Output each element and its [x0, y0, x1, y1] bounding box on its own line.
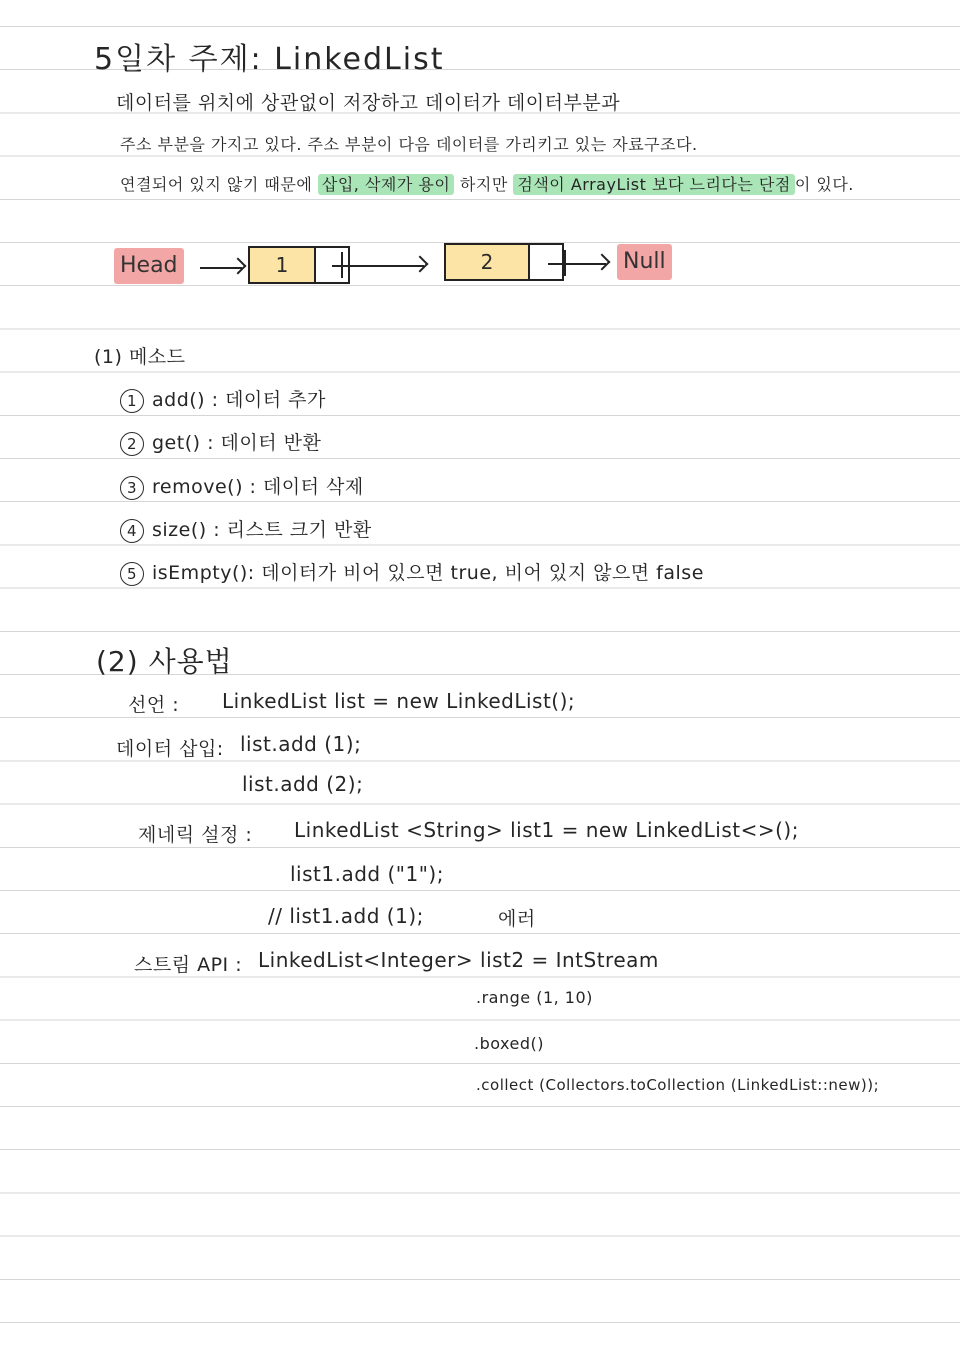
generic-code-3: // list1.add (1);	[268, 904, 424, 928]
stream-code-4: .collect (Collectors.toCollection (LinkedList::new));	[476, 1076, 880, 1094]
stream-label: 스트림 API :	[134, 954, 243, 976]
pointer-tick-1	[341, 252, 343, 278]
circled-number: 2	[120, 432, 144, 456]
highlight-disadvantage: 검색이 ArrayList 보다 느리다는 단점	[513, 174, 794, 195]
generic-code-1: LinkedList <String> list1 = new LinkedList<>();	[294, 818, 799, 842]
stream-code-2: .range (1, 10)	[476, 988, 593, 1007]
insert-code-1: list.add (1);	[240, 732, 362, 756]
circled-number: 5	[120, 562, 144, 586]
circled-number: 4	[120, 519, 144, 543]
method-text: get() : 데이터 반환	[152, 432, 322, 454]
generic-label: 제네릭 설정 :	[138, 824, 253, 846]
decl-label: 선언 :	[128, 694, 180, 716]
intro-line-3-a: 연결되어 있지 않기 때문에	[120, 175, 313, 194]
arrow-node2-to-null	[548, 263, 606, 265]
method-text: add() : 데이터 추가	[152, 389, 326, 411]
arrow-head-to-node1	[200, 267, 242, 269]
method-item	[120, 385, 326, 413]
highlight-advantage: 삽입, 삭제가 용이	[318, 174, 454, 195]
null-label: Null	[617, 244, 672, 280]
generic-error-note: 에러	[498, 908, 536, 930]
intro-line-3-c: 이 있다.	[794, 175, 854, 194]
method-text: remove() : 데이터 삭제	[152, 476, 364, 498]
page-title: 5일차 주제: LinkedList	[94, 42, 445, 77]
circled-number: 1	[120, 389, 144, 413]
node-2	[444, 243, 564, 281]
usage-heading: (2) 사용법	[96, 645, 233, 678]
method-text: isEmpty(): 데이터가 비어 있으면 true, 비어 있지 않으면 false	[152, 562, 704, 584]
intro-line-2: 주소 부분을 가지고 있다. 주소 부분이 다음 데이터를 가리키고 있는 자료구조다.	[120, 135, 698, 154]
stream-code-1: LinkedList<Integer> list2 = IntStream	[258, 948, 659, 972]
intro-line-1: 데이터를 위치에 상관없이 저장하고 데이터가 데이터부분과	[116, 92, 621, 114]
arrow-node1-to-node2	[332, 265, 424, 267]
intro-line-3-b: 하지만	[459, 175, 508, 194]
stream-code-3: .boxed()	[474, 1034, 544, 1053]
generic-code-2: list1.add ("1");	[290, 862, 444, 886]
node-1-value: 1	[250, 248, 316, 282]
method-text: size() : 리스트 크기 반환	[152, 519, 372, 541]
circled-number: 3	[120, 476, 144, 500]
head-label: Head	[114, 248, 184, 284]
node-2-value: 2	[446, 245, 530, 279]
decl-code: LinkedList list = new LinkedList();	[222, 689, 576, 713]
intro-line-3	[120, 172, 854, 195]
method-item	[120, 428, 321, 456]
method-item	[120, 472, 364, 500]
insert-label: 데이터 삽입:	[116, 738, 224, 760]
method-item	[120, 515, 372, 543]
method-item	[120, 558, 704, 586]
pointer-tick-2	[564, 250, 566, 276]
methods-heading: (1) 메소드	[94, 346, 186, 368]
insert-code-2: list.add (2);	[242, 772, 364, 796]
